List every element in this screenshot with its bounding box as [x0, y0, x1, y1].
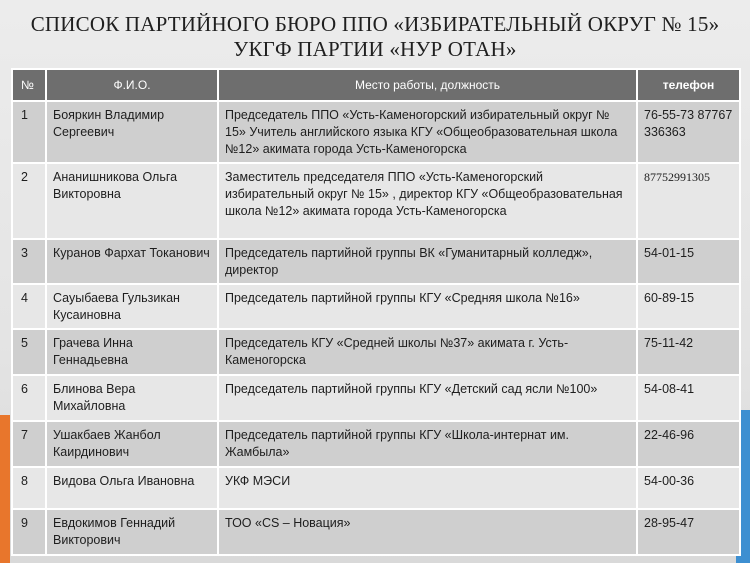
- row-name: Видова Ольга Ивановна: [46, 467, 218, 509]
- row-workplace: Председатель партийной группы КГУ «Средняя школа №16»: [218, 284, 637, 329]
- table-row: [12, 101, 740, 163]
- table-row: [12, 509, 740, 555]
- row-phone: 54-08-41: [637, 375, 740, 421]
- row-name: Евдокимов Геннадий Викторович: [46, 509, 218, 555]
- row-name: Бояркин Владимир Сергеевич: [46, 101, 218, 163]
- table-row: [12, 329, 740, 375]
- table-row: [12, 163, 740, 239]
- row-num: 5: [12, 329, 46, 375]
- row-name: Грачева Инна Геннадьевна: [46, 329, 218, 375]
- row-phone: 76-55-73 87767336363: [637, 101, 740, 163]
- row-workplace: Председатель партийной группы КГУ «Детский сад ясли №100»: [218, 375, 637, 421]
- row-phone: 22-46-96: [637, 421, 740, 467]
- party-bureau-table: [11, 68, 741, 556]
- row-num: 2: [12, 163, 46, 239]
- row-num: 8: [12, 467, 46, 509]
- row-num: 4: [12, 284, 46, 329]
- row-phone: 54-01-15: [637, 239, 740, 284]
- row-phone: 75-11-42: [637, 329, 740, 375]
- row-name: Ананишникова Ольга Викторовна: [46, 163, 218, 239]
- title-line-2: УКГФ ПАРТИИ «НУР ОТАН»: [233, 37, 517, 61]
- row-num: 6: [12, 375, 46, 421]
- table-row: [12, 421, 740, 467]
- row-workplace: Заместитель председателя ППО «Усть-Каменогорский избирательный округ № 15» , директор КГУ «Общеобразовательная школа №12» акимата города Усть-Каменогорска: [218, 163, 637, 239]
- header-name: Ф.И.О.: [46, 69, 218, 101]
- table-row: [12, 375, 740, 421]
- row-workplace: Председатель КГУ «Средней школы №37» акимата г. Усть-Каменогорска: [218, 329, 637, 375]
- table-row: [12, 284, 740, 329]
- row-num: 1: [12, 101, 46, 163]
- row-name: Ушакбаев Жанбол Каирдинович: [46, 421, 218, 467]
- row-workplace: Председатель ППО «Усть-Каменогорский избирательный округ № 15» Учитель английского языка КГУ «Общеобразовательная школа №12» акимата города Усть-Каменогорска: [218, 101, 637, 163]
- header-num: №: [12, 69, 46, 101]
- row-name: Блинова Вера Михайловна: [46, 375, 218, 421]
- row-num: 7: [12, 421, 46, 467]
- table-row: [12, 467, 740, 509]
- header-workplace: Место работы, должность: [218, 69, 637, 101]
- header-phone: телефон: [637, 69, 740, 101]
- title-line-1: СПИСОК ПАРТИЙНОГО БЮРО ППО «ИЗБИРАТЕЛЬНЫЙ ОКРУГ № 15»: [30, 12, 720, 36]
- left-accent-bar: [0, 415, 10, 563]
- row-phone: 54-00-36: [637, 467, 740, 509]
- row-workplace: ТОО «CS – Новация»: [218, 509, 637, 555]
- slide-title: [0, 12, 750, 62]
- row-workplace: УКФ МЭСИ: [218, 467, 637, 509]
- row-phone: 60-89-15: [637, 284, 740, 329]
- row-workplace: Председатель партийной группы ВК «Гуманитарный колледж», директор: [218, 239, 637, 284]
- table-header-row: [12, 69, 740, 101]
- row-num: 9: [12, 509, 46, 555]
- row-num: 3: [12, 239, 46, 284]
- row-name: Сауыбаева Гульзикан Кусаиновна: [46, 284, 218, 329]
- row-workplace: Председатель партийной группы КГУ «Школа-интернат им. Жамбыла»: [218, 421, 637, 467]
- row-phone: 28-95-47: [637, 509, 740, 555]
- row-name: Куранов Фархат Токанович: [46, 239, 218, 284]
- table-row: [12, 239, 740, 284]
- row-phone: 87752991305: [637, 163, 740, 239]
